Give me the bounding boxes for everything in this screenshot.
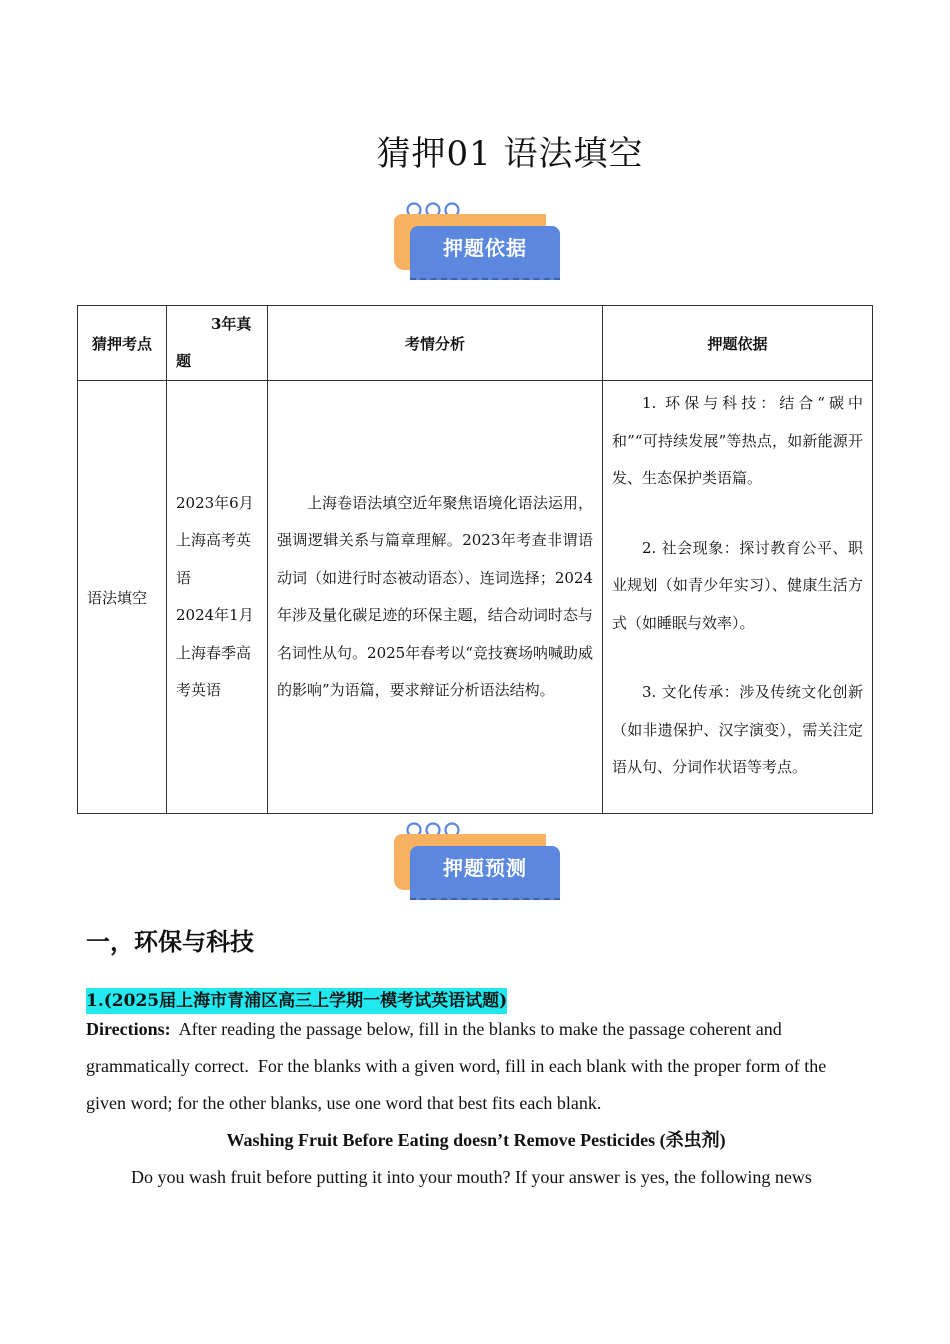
header-years: 3年真题 xyxy=(167,306,268,381)
forecast-badge-label: 押题预测 xyxy=(410,846,560,890)
basis-item: 1. 环保与科技：结合“碳中和”“可持续发展”等热点，如新能源开发、生态保护类语篇。 xyxy=(612,394,863,487)
cell-point: 语法填空 xyxy=(78,381,167,814)
header-basis: 押题依据 xyxy=(603,306,873,381)
table-row xyxy=(78,381,873,814)
basis-item: 3. 文化传承：涉及传统文化创新（如非遗保护、汉字演变），需关注定语从句、分词作状语等考点。 xyxy=(612,683,863,776)
question-source: 1.(2025届上海市青浦区高三上学期一模考试英语试题) xyxy=(86,988,507,1014)
passage-first-line: Do you wash fruit before putting it into your mouth? If your answer is yes, the following news xyxy=(131,1167,812,1187)
cell-years: 2023年6月上海高考英语 2024年1月上海春季高考英语 xyxy=(167,381,268,814)
basis-table xyxy=(77,305,873,814)
page-title: 猜押01 语法填空 xyxy=(376,134,644,174)
directions xyxy=(86,1011,866,1122)
section-heading: 一，环保与科技 xyxy=(86,928,254,956)
directions-label: Directions: xyxy=(86,1019,171,1039)
header-analysis: 考情分析 xyxy=(268,306,603,381)
basis-badge xyxy=(394,200,564,282)
cell-analysis: 上海卷语法填空近年聚焦语境化语法运用，强调逻辑关系与篇章理解。2023年考查非谓语动词（如进行时态被动语态）、连词选择；2024年涉及量化碳足迹的环保主题，结合动词时态与名词性从句。2025年春考以“竞技赛场呐喊助威的影响”为语篇，要求辩证分析语法结构。 xyxy=(268,381,603,814)
directions-text: After reading the passage below, fill in the blanks to make the passage coherent and grammatically correct. For the blanks with a given word, fill in each blank with the proper form of the given word; for the other blanks, use one word that best fits each blank. xyxy=(86,1019,831,1113)
cell-basis xyxy=(603,381,873,814)
forecast-badge xyxy=(394,820,564,902)
question-passage xyxy=(86,1011,866,1196)
table-header-row xyxy=(78,306,873,381)
basis-badge-label: 押题依据 xyxy=(410,226,560,270)
header-point: 猜押考点 xyxy=(78,306,167,381)
basis-item: 2. 社会现象：探讨教育公平、职业规划（如青少年实习）、健康生活方式（如睡眠与效率）。 xyxy=(612,538,863,632)
passage-title: Washing Fruit Before Eating doesn’t Remove Pesticides (杀虫剂) xyxy=(226,1130,726,1150)
